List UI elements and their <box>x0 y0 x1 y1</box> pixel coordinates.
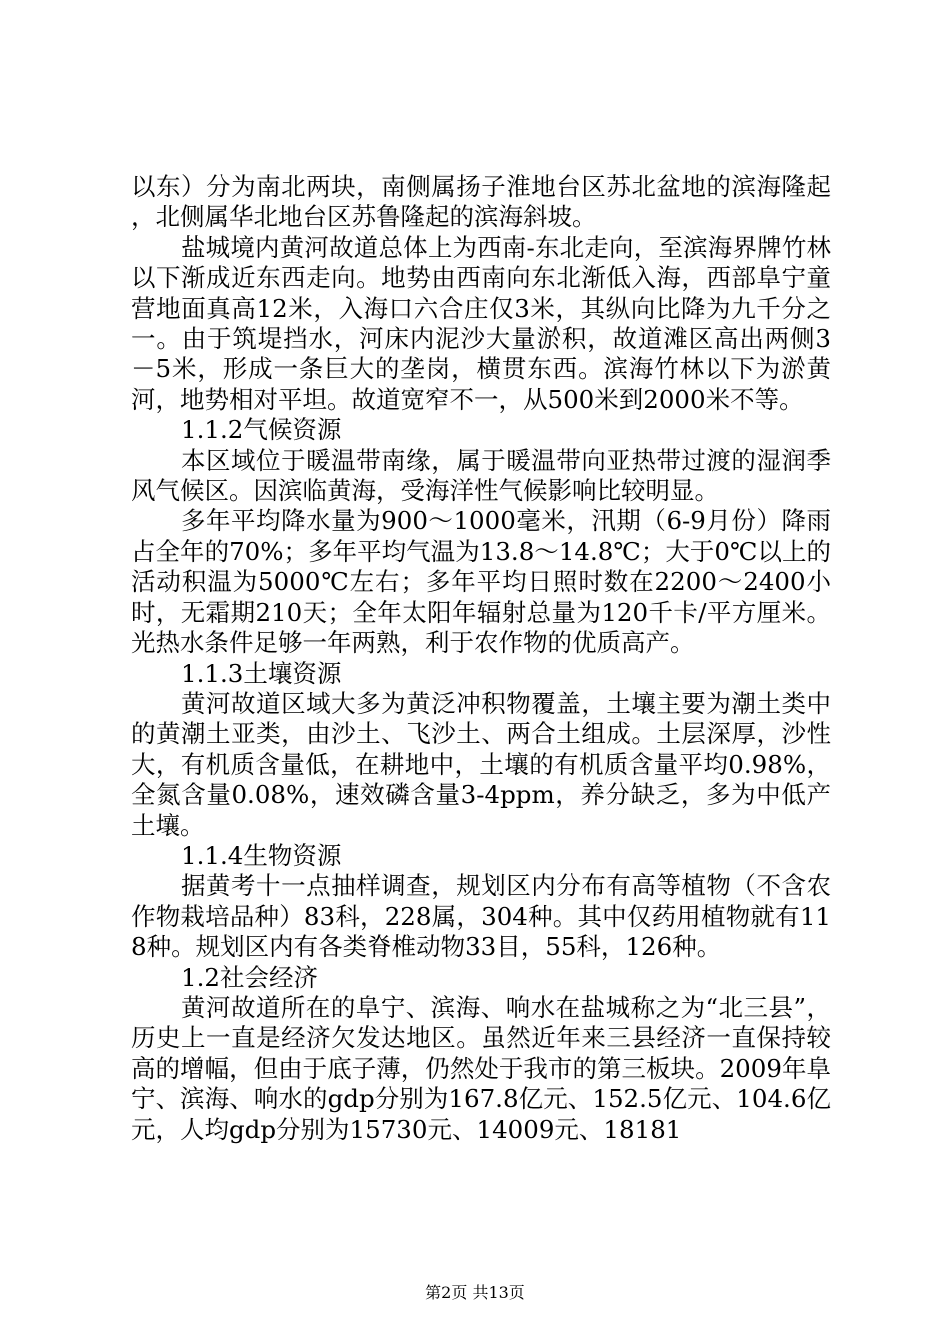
page-footer <box>0 1283 950 1303</box>
document-body <box>131 172 831 1145</box>
page-number-label: 第2页 共13页 <box>425 1283 525 1302</box>
paragraph-climate-zone: 本区域位于暖温带南缘，属于暖温带向亚热带过渡的湿润季风气候区。因滨临黄海，受海洋性气候影响比较明显。 <box>131 445 831 506</box>
section-heading-biology: 1.1.4生物资源 <box>181 840 342 870</box>
paragraph-climate-stats: 多年平均降水量为900～1000毫米，汛期（6-9月份）降雨占全年的70%；多年平均气温为13.8～14.8℃；大于0℃以上的活动积温为5000℃左右；多年平均日照时数在2200～2400小时，无霜期210天；全年太阳年辐射总量为120千卡/平方厘米。光热水条件足够一年两熟，利于农作物的优质高产。 <box>131 506 831 658</box>
paragraph-biology: 据黄考十一点抽样调查，规划区内分布有高等植物（不含农作物栽培品种）83科，228属，304种。其中仅药用植物就有118种。规划区内有各类脊椎动物33目，55科，126种。 <box>131 871 831 962</box>
paragraph-soil: 黄河故道区域大多为黄泛冲积物覆盖，土壤主要为潮土类中的黄潮土亚类，由沙土、飞沙土、两合土组成。土层深厚，沙性大，有机质含量低，在耕地中，土壤的有机质含量平均0.98%，全氮含量0.08%，速效磷含量3-4ppm，养分缺乏，多为中低产土壤。 <box>131 688 831 840</box>
paragraph-geology-continuation: 以东）分为南北两块，南侧属扬子淮地台区苏北盆地的滨海隆起，北侧属华北地台区苏鲁隆起的滨海斜坡。 <box>131 172 831 232</box>
section-heading-economy: 1.2社会经济 <box>181 962 318 992</box>
section-heading-soil: 1.1.3土壤资源 <box>181 658 342 688</box>
paragraph-economy: 黄河故道所在的阜宁、滨海、响水在盐城称之为“北三县”，历史上一直是经济欠发达地区。虽然近年来三县经济一直保持较高的增幅，但由于底子薄，仍然处于我市的第三板块。2009年阜宁、滨海、响水的gdp分别为167.8亿元、152.5亿元、104.6亿元，人均gdp分别为15730元、14009元、18181 <box>131 992 831 1144</box>
paragraph-yellow-river-terrain: 盐城境内黄河故道总体上为西南-东北走向，至滨海界牌竹林以下渐成近东西走向。地势由西南向东北渐低入海，西部阜宁童营地面真高12米，入海口六合庄仅3米，其纵向比降为九千分之一。由于筑堤挡水，河床内泥沙大量淤积，故道滩区高出两侧3－5米，形成一条巨大的垄岗，横贯东西。滨海竹林以下为淤黄河，地势相对平坦。故道宽窄不一，从500米到2000米不等。 <box>131 232 831 414</box>
section-heading-climate: 1.1.2气候资源 <box>181 415 342 445</box>
